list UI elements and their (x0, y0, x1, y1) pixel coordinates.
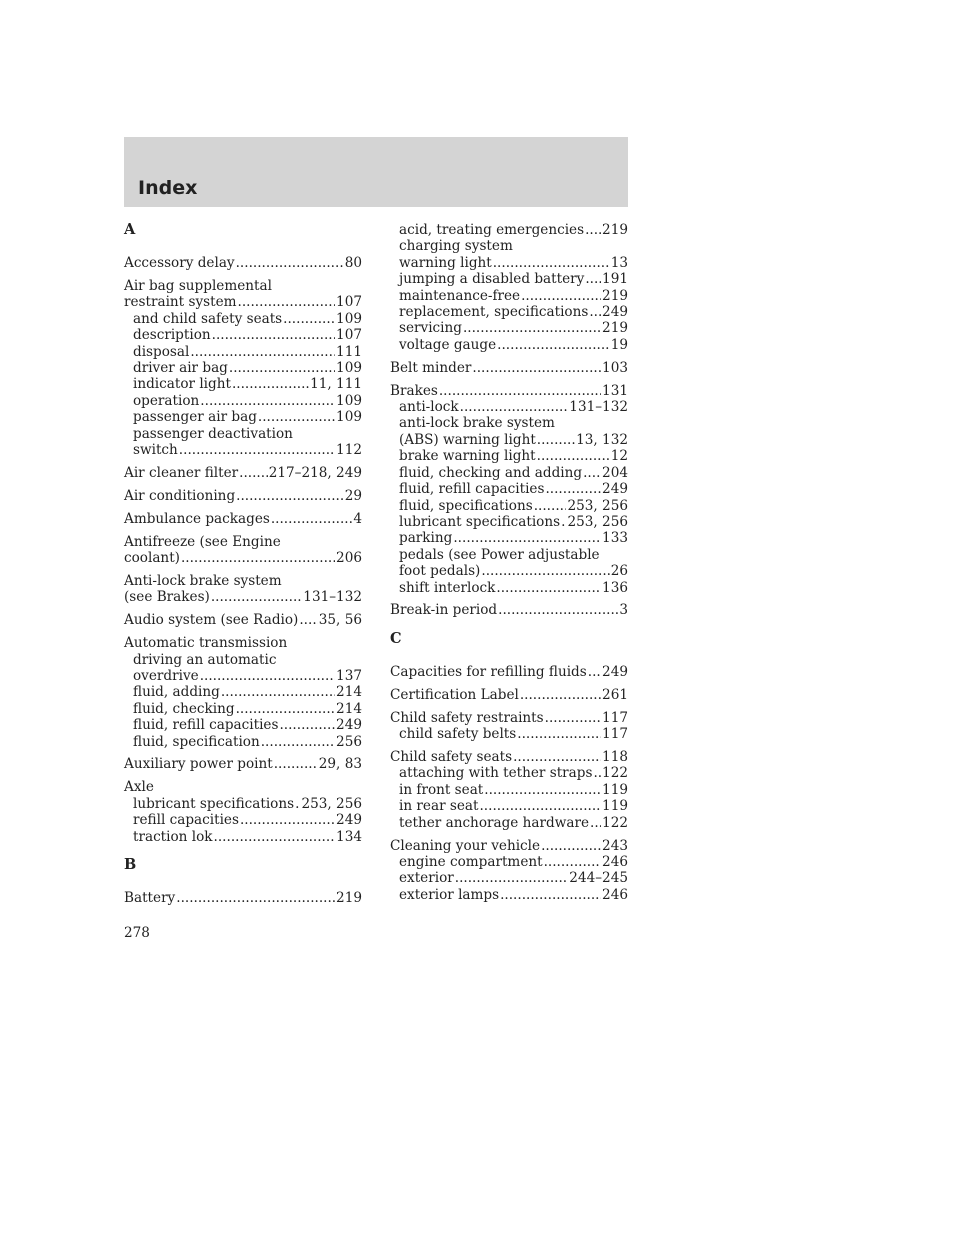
index-heading[interactable] (124, 294, 362, 310)
dot-leader (517, 726, 601, 742)
entry-page-ref: 131 (602, 382, 628, 399)
page-title: Index (138, 177, 198, 199)
entry-page-ref: 219 (602, 222, 628, 238)
entry-term: driver air bag (133, 359, 228, 376)
entry-page-ref: 117 (602, 726, 628, 743)
entry-term: charging system (399, 238, 513, 255)
index-subentry[interactable] (390, 337, 628, 353)
index-subentry[interactable] (390, 465, 628, 481)
dot-leader (561, 514, 566, 530)
entry-page-ref: 206 (336, 550, 362, 566)
entry-term: anti-lock brake system (399, 415, 555, 432)
dot-leader (258, 409, 335, 425)
entry-term: anti-lock (399, 399, 459, 416)
entry-term: fluid, specification (133, 733, 260, 750)
entry-page-ref: 249 (336, 717, 362, 734)
index-subentry[interactable] (390, 887, 628, 903)
dot-leader (214, 829, 336, 845)
index-column-left (124, 222, 362, 913)
entry-term: refill capacities (133, 812, 239, 829)
entry-page-ref: 131–132 (569, 399, 628, 416)
index-subentry[interactable] (390, 870, 628, 886)
entry-term: Capacities for refilling fluids (390, 663, 587, 680)
entry-term: and child safety seats (133, 310, 283, 327)
index-entry (124, 890, 362, 906)
entry-page-ref: 80 (344, 255, 362, 271)
entry-term: Anti-lock brake system (124, 572, 282, 589)
entry-term: fluid, refill capacities (133, 717, 279, 734)
entry-page-ref: 246 (602, 886, 628, 903)
index-subentry[interactable] (390, 854, 628, 870)
entry-term: child safety belts (399, 726, 517, 743)
index-entry (124, 511, 362, 527)
index-heading[interactable] (390, 602, 628, 618)
index-heading[interactable] (390, 383, 628, 399)
index-entry (124, 635, 362, 750)
dot-leader (200, 393, 335, 409)
dot-leader (221, 684, 335, 700)
entry-page-ref: 119 (602, 781, 628, 798)
index-entry (124, 255, 362, 271)
entry-term: servicing (399, 320, 462, 337)
entry-page-ref: 253, 256 (567, 497, 628, 514)
entry-term: lubricant specifications (399, 513, 561, 530)
entry-page-ref: 133 (602, 530, 628, 547)
dot-leader (200, 668, 335, 684)
dot-leader (236, 488, 344, 504)
index-heading[interactable] (390, 664, 628, 680)
entry-term: Certification Label (390, 686, 519, 703)
index-subentry[interactable] (124, 409, 362, 425)
entry-term: indicator light (133, 376, 231, 393)
entry-page-ref: 261 (602, 686, 628, 703)
index-subentry[interactable] (390, 238, 628, 254)
entry-term: coolant) (124, 550, 180, 566)
entry-page-ref: 219 (602, 287, 628, 304)
index-subentry[interactable] (390, 726, 628, 742)
index-column-right (390, 222, 628, 910)
index-subentry[interactable] (124, 717, 362, 733)
dot-leader (283, 311, 335, 327)
entry-term: Child safety seats (390, 748, 513, 765)
entry-term: switch (133, 441, 178, 458)
index-subentry[interactable] (390, 481, 628, 497)
dot-leader (279, 717, 335, 733)
index-subentry[interactable] (124, 344, 362, 360)
index-entry (124, 573, 362, 606)
entry-page-ref: 219 (336, 890, 362, 906)
dot-leader (232, 376, 309, 392)
index-subentry[interactable] (124, 327, 362, 343)
section-letter: C (390, 629, 402, 647)
index-entry (124, 488, 362, 504)
entry-term: Antifreeze (see Engine (124, 533, 281, 550)
index-subentry[interactable] (390, 304, 628, 320)
dot-leader (236, 701, 335, 717)
entry-term: Break-in period (390, 602, 498, 619)
index-heading[interactable] (124, 573, 362, 589)
entry-term: Ambulance packages (124, 510, 270, 527)
index-entry (390, 664, 628, 680)
dot-leader (239, 465, 268, 481)
index-subentry[interactable] (124, 376, 362, 392)
entry-page-ref: 249 (602, 481, 628, 498)
entry-page-ref: 246 (602, 853, 628, 870)
entry-term: Air cleaner filter (124, 464, 239, 481)
index-entry (124, 465, 362, 481)
entry-term: attaching with tether straps (399, 765, 593, 782)
index-heading[interactable] (124, 465, 362, 481)
entry-page-ref: 134 (336, 828, 362, 845)
entry-page-ref: 109 (336, 310, 362, 327)
index-subentry[interactable] (390, 432, 628, 448)
entry-page-ref: 109 (336, 409, 362, 426)
index-subentry[interactable] (390, 580, 628, 596)
index-subentry[interactable] (390, 255, 628, 271)
index-subentry[interactable] (390, 547, 628, 563)
index-entry (390, 383, 628, 596)
dot-leader (534, 498, 567, 514)
entry-term: operation (133, 392, 200, 409)
entry-page-ref: 217–218, 249 (268, 464, 362, 481)
index-subentry[interactable] (124, 829, 362, 845)
index-subentry[interactable] (390, 765, 628, 781)
dot-leader (589, 304, 601, 320)
entry-page-ref: 118 (602, 748, 628, 765)
dot-leader (463, 320, 601, 336)
index-heading[interactable] (390, 687, 628, 703)
entry-term: fluid, specifications (399, 497, 533, 514)
entry-page-ref: 256 (336, 733, 362, 750)
index-heading[interactable] (124, 635, 362, 651)
dot-leader (585, 222, 601, 238)
index-subentry[interactable] (390, 399, 628, 415)
dot-leader (537, 432, 575, 448)
index-heading[interactable] (390, 749, 628, 765)
entry-term: in front seat (399, 781, 484, 798)
entry-page-ref: 13, 132 (576, 431, 628, 448)
index-subentry[interactable] (124, 652, 362, 668)
dot-leader (520, 687, 601, 703)
dot-leader (513, 749, 601, 765)
entry-term: lubricant specifications (133, 795, 295, 812)
index-entry (124, 756, 362, 772)
index-heading[interactable] (390, 710, 628, 726)
page-number: 278 (124, 925, 150, 941)
entry-page-ref: 13 (610, 254, 628, 271)
entry-term: Automatic transmission (124, 635, 288, 652)
entry-term: parking (399, 530, 453, 547)
index-heading[interactable] (124, 779, 362, 795)
index-subentry[interactable] (124, 393, 362, 409)
entry-term: tether anchorage hardware (399, 814, 590, 831)
entry-term: brake warning light (399, 448, 536, 465)
index-entry (390, 360, 628, 376)
entry-term: exterior lamps (399, 886, 500, 903)
entry-page-ref: 244–245 (569, 870, 628, 887)
index-entry (124, 534, 362, 567)
entry-term: voltage gauge (399, 336, 497, 353)
entry-term: Audio system (see Radio) (124, 612, 299, 629)
dot-leader (211, 589, 302, 605)
index-heading[interactable] (124, 756, 362, 772)
section-letter: A (124, 221, 136, 238)
index-subentry[interactable] (124, 442, 362, 458)
entry-term: in rear seat (399, 798, 479, 815)
dot-leader (229, 360, 335, 376)
entry-term: description (133, 327, 211, 344)
index-subentry[interactable] (390, 498, 628, 514)
entry-term: shift interlock (399, 579, 496, 596)
entry-page-ref: 214 (336, 684, 362, 701)
entry-page-ref: 35, 56 (318, 612, 362, 629)
entry-term: pedals (see Power adjustable (399, 546, 600, 563)
dot-leader (545, 481, 601, 497)
entry-page-ref: 29 (344, 487, 362, 504)
entry-term: disposal (133, 343, 190, 360)
index-heading[interactable] (124, 534, 362, 550)
dot-leader (212, 327, 335, 343)
entry-term: exterior (399, 870, 454, 887)
index-heading[interactable] (124, 511, 362, 527)
dot-leader (544, 854, 601, 870)
index-entry (390, 749, 628, 831)
index-heading[interactable] (124, 488, 362, 504)
index-heading[interactable] (124, 612, 362, 628)
index-heading[interactable] (124, 278, 362, 294)
dot-leader (590, 815, 601, 831)
dot-leader (176, 890, 335, 906)
entry-term: driving an automatic (133, 651, 277, 668)
entry-term: Belt minder (390, 359, 472, 376)
entry-page-ref: 253, 256 (567, 513, 628, 530)
index-subentry[interactable] (124, 684, 362, 700)
entry-term: (see Brakes) (124, 589, 210, 606)
index-entry (124, 779, 362, 845)
dot-leader (498, 602, 618, 618)
index-heading[interactable] (390, 838, 628, 854)
entry-page-ref: 11, 111 (310, 376, 362, 393)
index-entry (390, 710, 628, 743)
index-subentry[interactable] (124, 426, 362, 442)
entry-term: maintenance-free (399, 287, 521, 304)
index-subentry[interactable] (124, 734, 362, 750)
dot-leader (261, 734, 335, 750)
dot-leader (481, 563, 609, 579)
dot-leader (585, 271, 601, 287)
entry-page-ref: 119 (602, 798, 628, 815)
entry-page-ref: 243 (602, 837, 628, 854)
index-heading[interactable] (124, 589, 362, 605)
entry-term: acid, treating emergencies (399, 222, 585, 238)
index-heading[interactable] (124, 255, 362, 271)
dot-leader (496, 580, 601, 596)
entry-page-ref: 12 (610, 448, 628, 465)
dot-leader (181, 550, 335, 566)
entry-term: passenger air bag (133, 409, 257, 426)
entry-page-ref: 253, 256 (301, 795, 362, 812)
entry-page-ref: 109 (336, 392, 362, 409)
dot-leader (236, 255, 344, 271)
dot-leader (439, 383, 601, 399)
entry-page-ref: 249 (602, 304, 628, 321)
dot-leader (295, 796, 300, 812)
dot-leader (541, 838, 601, 854)
entry-term: fluid, checking and adding (399, 464, 583, 481)
dot-leader (497, 337, 610, 353)
entry-term: Air bag supplemental (124, 277, 272, 294)
entry-term: Brakes (390, 382, 438, 399)
index-subentry[interactable] (390, 222, 628, 238)
entry-page-ref: 109 (336, 359, 362, 376)
entry-page-ref: 204 (602, 464, 628, 481)
dot-leader (453, 530, 601, 546)
entry-term: fluid, checking (133, 700, 235, 717)
entry-page-ref: 4 (353, 510, 362, 527)
entry-term: Accessory delay (124, 255, 235, 271)
header-band (124, 137, 628, 207)
entry-term: fluid, refill capacities (399, 481, 545, 498)
dot-leader (521, 288, 601, 304)
index-subentry[interactable] (390, 415, 628, 431)
index-subentry[interactable] (390, 514, 628, 530)
dot-leader (240, 812, 335, 828)
index-entry (390, 222, 628, 353)
entry-term: (ABS) warning light (399, 431, 536, 448)
dot-leader (472, 360, 601, 376)
index-subentry[interactable] (124, 796, 362, 812)
index-subentry[interactable] (124, 701, 362, 717)
entry-page-ref: 219 (602, 320, 628, 337)
dot-leader (537, 448, 610, 464)
entry-page-ref: 131–132 (303, 589, 362, 606)
index-heading[interactable] (124, 890, 362, 906)
entry-term: Cleaning your vehicle (390, 837, 541, 854)
dot-leader (583, 465, 601, 481)
entry-page-ref: 112 (336, 441, 362, 458)
index-subentry[interactable] (390, 530, 628, 546)
dot-leader (479, 798, 601, 814)
entry-term: Battery (124, 890, 176, 906)
entry-page-ref: 137 (336, 667, 362, 684)
entry-page-ref: 103 (602, 359, 628, 376)
entry-term: traction lok (133, 828, 213, 845)
entry-term: overdrive (133, 667, 199, 684)
dot-leader (238, 294, 336, 310)
dot-leader (190, 344, 335, 360)
entry-term: warning light (399, 254, 492, 271)
entry-page-ref: 111 (336, 343, 362, 360)
index-heading[interactable] (390, 360, 628, 376)
entry-page-ref: 136 (602, 579, 628, 596)
entry-term: Air conditioning (124, 487, 236, 504)
entry-page-ref: 107 (336, 327, 362, 344)
entry-page-ref: 249 (602, 663, 628, 680)
entry-page-ref: 19 (610, 336, 628, 353)
dot-leader (545, 710, 601, 726)
entry-page-ref: 122 (602, 765, 628, 782)
entry-term: replacement, specifications (399, 304, 589, 321)
index-subentry[interactable] (390, 782, 628, 798)
dot-leader (484, 782, 601, 798)
dot-leader (460, 399, 569, 415)
entry-page-ref: 214 (336, 700, 362, 717)
entry-term: engine compartment (399, 853, 543, 870)
entry-term: foot pedals) (399, 563, 481, 580)
index-subentry[interactable] (124, 812, 362, 828)
index-subentry[interactable] (390, 320, 628, 336)
index-subentry[interactable] (124, 311, 362, 327)
index-heading[interactable] (124, 550, 362, 566)
index-subentry[interactable] (124, 668, 362, 684)
dot-leader (500, 887, 601, 903)
dot-leader (271, 511, 353, 527)
entry-page-ref: 26 (610, 563, 628, 580)
index-entry (124, 612, 362, 628)
index-entry (390, 687, 628, 703)
index-subentry[interactable] (390, 815, 628, 831)
entry-page-ref: 117 (602, 709, 628, 726)
index-subentry[interactable] (124, 360, 362, 376)
entry-page-ref: 3 (619, 602, 628, 619)
entry-term: fluid, adding (133, 684, 220, 701)
entry-term: Auxiliary power point (124, 756, 273, 773)
index-entry (390, 602, 628, 618)
entry-term: jumping a disabled battery (399, 271, 585, 288)
index-subentry[interactable] (390, 563, 628, 579)
entry-page-ref: 29, 83 (318, 756, 362, 773)
index-subentry[interactable] (390, 798, 628, 814)
dot-leader (455, 870, 569, 886)
dot-leader (593, 765, 601, 781)
index-entry (390, 838, 628, 904)
dot-leader (588, 664, 601, 680)
index-subentry[interactable] (390, 448, 628, 464)
entry-page-ref: 249 (336, 812, 362, 829)
entry-page-ref: 122 (602, 814, 628, 831)
index-subentry[interactable] (390, 288, 628, 304)
entry-term: Axle (124, 779, 154, 796)
entry-page-ref: 107 (336, 294, 362, 311)
entry-term: restraint system (124, 294, 237, 311)
dot-leader (179, 442, 335, 458)
section-letter: B (124, 856, 137, 873)
dot-leader (493, 255, 610, 271)
entry-term: Child safety restraints (390, 709, 544, 726)
index-subentry[interactable] (390, 271, 628, 287)
index-entry (124, 278, 362, 458)
dot-leader (299, 612, 317, 628)
dot-leader (274, 756, 318, 772)
entry-term: passenger deactivation (133, 425, 293, 442)
entry-page-ref: 191 (602, 271, 628, 288)
